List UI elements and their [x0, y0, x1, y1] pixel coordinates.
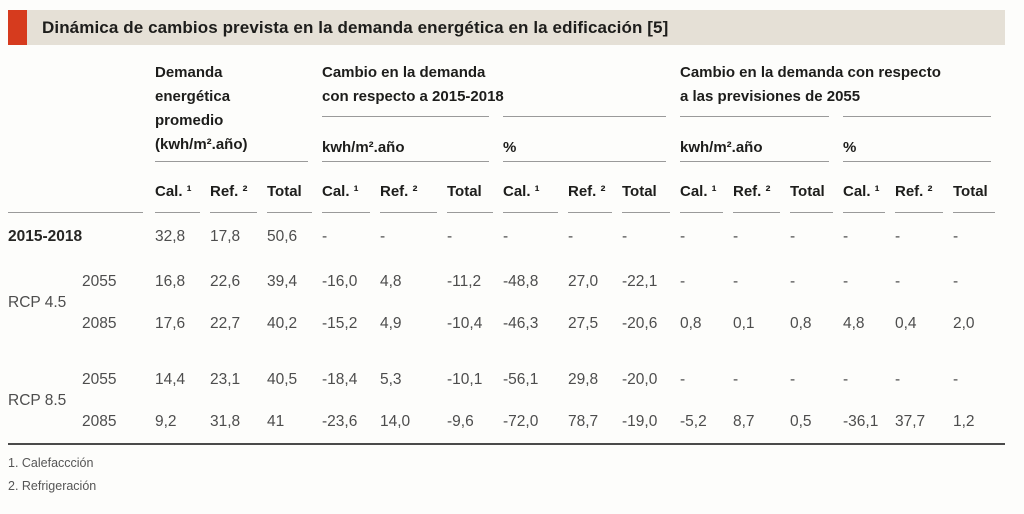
column-header-total — [622, 162, 670, 213]
data-cell: 22,7 — [210, 315, 241, 332]
column-header-cal — [503, 162, 558, 213]
data-cell: 29,8 — [568, 371, 599, 388]
row-label-2015-2018: 2015-2018 — [8, 228, 83, 245]
column-header-total — [790, 162, 833, 213]
data-cell: -20,6 — [622, 315, 658, 332]
column-header-ref — [568, 162, 612, 213]
data-cell: - — [790, 371, 796, 388]
data-cell: 14,4 — [155, 371, 186, 388]
group-header-line: (kwh/m².año) — [155, 136, 248, 153]
row-label-header-spacer — [8, 162, 143, 213]
year-cell: 2055 — [82, 273, 117, 290]
data-cell: 22,6 — [210, 273, 241, 290]
data-cell: 32,8 — [155, 228, 186, 245]
column-header-label: Total — [953, 183, 988, 200]
data-cell: 23,1 — [210, 371, 241, 388]
data-cell: - — [622, 228, 628, 245]
column-header-ref — [380, 162, 437, 213]
column-header-ref — [895, 162, 943, 213]
column-header-total — [447, 162, 493, 213]
data-cell: - — [447, 228, 453, 245]
data-cell: 14,0 — [380, 413, 411, 430]
data-cell: -19,0 — [622, 413, 658, 430]
column-header-label: Cal. ¹ — [503, 183, 540, 200]
data-cell: 4,8 — [843, 315, 865, 332]
column-header-label: Total — [622, 183, 657, 200]
data-cell: - — [895, 273, 901, 290]
column-header-label: Ref. ² — [210, 183, 248, 200]
column-header-label: Cal. ¹ — [155, 183, 192, 200]
data-cell: 4,9 — [380, 315, 402, 332]
data-cell: - — [843, 273, 849, 290]
data-cell: - — [895, 228, 901, 245]
data-cell: - — [733, 273, 739, 290]
data-table — [8, 45, 1005, 443]
unit-label: kwh/m².año — [680, 139, 763, 156]
data-cell: -11,2 — [447, 273, 482, 290]
data-cell: -22,1 — [622, 273, 658, 290]
column-header-label: Total — [447, 183, 482, 200]
column-header-label: Total — [790, 183, 825, 200]
group-header-cambio-previsiones-2055 — [680, 45, 991, 117]
data-cell: -10,4 — [447, 315, 483, 332]
group-header-line: energética — [155, 88, 231, 105]
group-header-demanda-promedio — [155, 45, 308, 162]
group-header-line: Cambio en la demanda — [322, 64, 486, 81]
data-cell: 78,7 — [568, 413, 599, 430]
title-background — [27, 10, 1005, 45]
data-cell: -23,6 — [322, 413, 358, 430]
row-group-label-rcp-4-5: RCP 4.5 — [8, 294, 67, 311]
subheader-pct-2055 — [843, 117, 991, 162]
rule-segment — [503, 116, 666, 117]
column-header-label: Ref. ² — [380, 183, 418, 200]
data-cell: - — [953, 273, 959, 290]
data-cell: - — [380, 228, 386, 245]
data-cell: 31,8 — [210, 413, 241, 430]
data-cell: - — [733, 371, 739, 388]
data-cell: 0,1 — [733, 315, 755, 332]
data-cell: -46,3 — [503, 315, 539, 332]
year-cell: 2085 — [82, 413, 117, 430]
group-header-line: con respecto a 2015-2018 — [322, 88, 504, 105]
subheader-pct-2015-2018 — [503, 117, 666, 162]
data-cell: 40,2 — [267, 315, 298, 332]
data-cell: 8,7 — [733, 413, 755, 430]
title-bar — [8, 10, 1005, 45]
data-cell: 37,7 — [895, 413, 926, 430]
subheader-kwh-2015-2018 — [322, 117, 489, 162]
data-cell: 0,8 — [680, 315, 702, 332]
column-header-cal — [322, 162, 370, 213]
data-cell: 40,5 — [267, 371, 298, 388]
rule-segment — [843, 116, 991, 117]
group-header-cambio-2015-2018 — [322, 45, 666, 117]
data-cell: -56,1 — [503, 371, 539, 388]
data-cell: 0,8 — [790, 315, 812, 332]
column-header-label: Cal. ¹ — [680, 183, 717, 200]
data-cell: 0,5 — [790, 413, 812, 430]
column-header-cal — [843, 162, 885, 213]
data-cell: - — [843, 228, 849, 245]
data-cell: -10,1 — [447, 371, 483, 388]
data-cell: -18,4 — [322, 371, 358, 388]
unit-label: kwh/m².año — [322, 139, 405, 156]
data-cell: 27,0 — [568, 273, 599, 290]
data-cell: - — [680, 228, 686, 245]
data-cell: 2,0 — [953, 315, 975, 332]
data-cell: - — [843, 371, 849, 388]
unit-label: % — [503, 139, 517, 156]
data-cell: - — [322, 228, 328, 245]
data-cell: -9,6 — [447, 413, 474, 430]
page-title: Dinámica de cambios prevista en la demanda energética en la edificación [5] — [42, 17, 669, 37]
data-cell: 41 — [267, 413, 285, 430]
data-cell: - — [733, 228, 739, 245]
data-cell: - — [680, 371, 686, 388]
data-cell: 9,2 — [155, 413, 177, 430]
column-header-cal — [680, 162, 723, 213]
data-cell: 27,5 — [568, 315, 599, 332]
column-header-total — [953, 162, 995, 213]
subheader-kwh-2055 — [680, 117, 829, 162]
footnotes — [8, 452, 1024, 498]
column-header-label: Total — [267, 183, 302, 200]
data-cell: - — [953, 228, 959, 245]
column-header-label: Cal. ¹ — [322, 183, 359, 200]
column-header-ref — [733, 162, 780, 213]
data-cell: 50,6 — [267, 228, 298, 245]
header-corner-spacer — [8, 45, 155, 117]
data-cell: 16,8 — [155, 273, 186, 290]
column-header-label: Cal. ¹ — [843, 183, 880, 200]
column-header-ref — [210, 162, 257, 213]
data-cell: -16,0 — [322, 273, 358, 290]
data-cell: 17,6 — [155, 315, 186, 332]
rule-segment — [680, 116, 829, 117]
accent-marker — [8, 10, 27, 45]
data-cell: - — [680, 273, 686, 290]
data-cell: -5,2 — [680, 413, 707, 430]
data-cell: - — [568, 228, 574, 245]
data-cell: -48,8 — [503, 273, 539, 290]
column-header-label: Ref. ² — [895, 183, 933, 200]
column-header-label: Ref. ² — [568, 183, 606, 200]
year-cell: 2055 — [82, 371, 117, 388]
column-header-cal — [155, 162, 200, 213]
page — [0, 10, 1024, 514]
data-cell: -15,2 — [322, 315, 358, 332]
column-header-label: Ref. ² — [733, 183, 771, 200]
data-cell: 39,4 — [267, 273, 298, 290]
data-cell: 5,3 — [380, 371, 402, 388]
data-cell: -36,1 — [843, 413, 879, 430]
data-cell: - — [790, 273, 796, 290]
group-header-line: promedio — [155, 112, 224, 129]
data-cell: - — [895, 371, 901, 388]
data-cell: -72,0 — [503, 413, 539, 430]
data-cell: -20,0 — [622, 371, 658, 388]
row-group-spacer — [8, 345, 1005, 359]
data-cell: - — [790, 228, 796, 245]
unit-label: % — [843, 139, 857, 156]
data-cell: 4,8 — [380, 273, 402, 290]
data-cell: 0,4 — [895, 315, 917, 332]
data-cell: - — [953, 371, 959, 388]
data-cell: 17,8 — [210, 228, 241, 245]
column-header-total — [267, 162, 312, 213]
year-cell: 2085 — [82, 315, 117, 332]
table-bottom-rule — [8, 443, 1005, 445]
rule-segment — [322, 116, 489, 117]
data-cell: 1,2 — [953, 413, 975, 430]
footnote-refrigeracion: 2. Refrigeración — [8, 479, 97, 493]
footnote-calefaccion: 1. Calefaccción — [8, 456, 94, 470]
group-header-line: Cambio en la demanda con respecto — [680, 64, 941, 81]
group-header-line: a las previsiones de 2055 — [680, 88, 861, 105]
row-group-label-rcp-8-5: RCP 8.5 — [8, 392, 67, 409]
data-cell: - — [503, 228, 509, 245]
group-header-line: Demanda — [155, 64, 223, 81]
